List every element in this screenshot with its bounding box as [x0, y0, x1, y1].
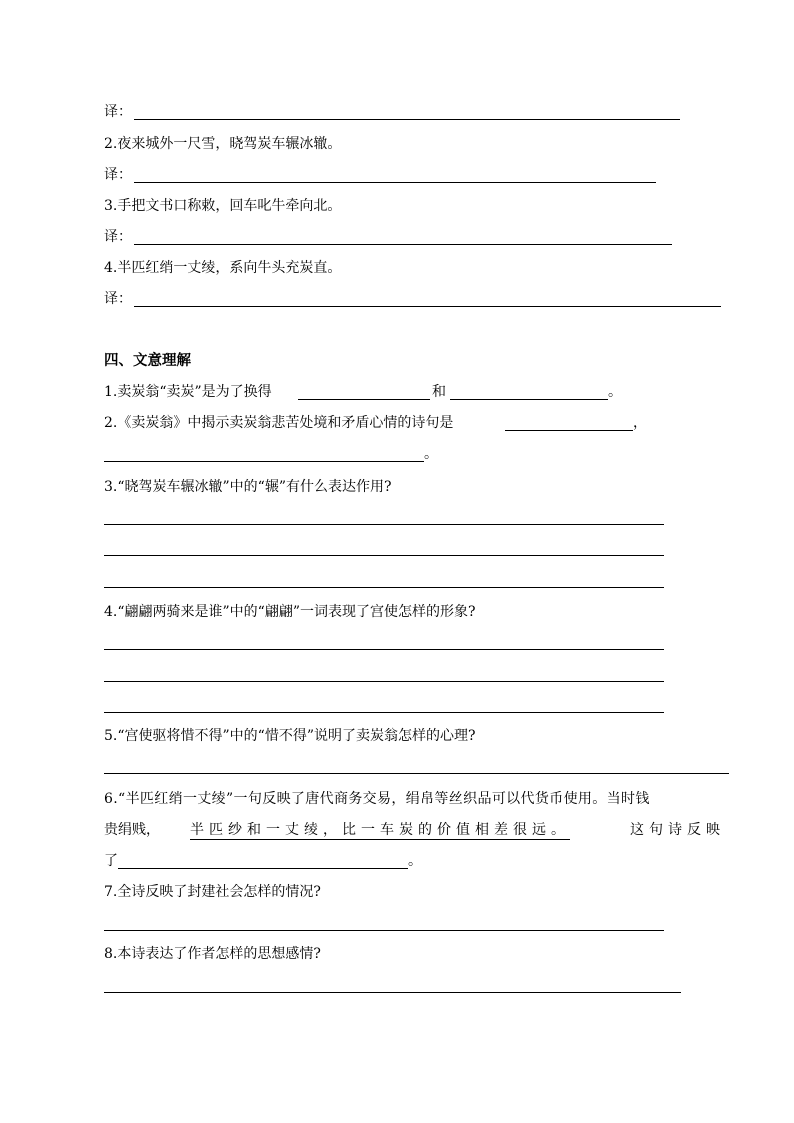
- question-2-comma: ，: [633, 415, 647, 431]
- question-6-line-2-post: 这句诗反映: [630, 822, 725, 838]
- translation-answer-line[interactable]: [134, 306, 721, 307]
- answer-line[interactable]: [104, 712, 664, 713]
- section-heading: 四、文意理解: [104, 353, 191, 369]
- question-2-end: 。: [424, 446, 438, 462]
- translation-answer-line[interactable]: [134, 182, 656, 183]
- answer-line[interactable]: [104, 773, 729, 774]
- poem-line-2: 2.夜来城外一尺雪，晓驾炭车辗冰辙。: [104, 136, 342, 152]
- question-5: 5.“宫使驱将惜不得”中的“惜不得”说明了卖炭翁怎样的心理?: [104, 728, 476, 744]
- poem-line-3: 3.手把文书口称敕，回车叱牛牵向北。: [104, 198, 342, 214]
- translation-answer-line[interactable]: [134, 244, 672, 245]
- question-1: 1.卖炭翁“卖炭”是为了换得: [104, 384, 272, 400]
- question-2: 2.《卖炭翁》中揭示卖炭翁悲苦处境和矛盾心情的诗句是: [104, 415, 454, 431]
- question-1-end: 。: [608, 384, 622, 400]
- translation-answer-line[interactable]: [134, 119, 680, 120]
- answer-line[interactable]: [104, 649, 664, 650]
- question-1-mid: 和: [432, 384, 446, 400]
- answer-line[interactable]: [104, 555, 664, 556]
- blank-6[interactable]: [118, 868, 408, 869]
- blank-2b[interactable]: [104, 461, 424, 462]
- answer-line[interactable]: [104, 681, 664, 682]
- translation-label: 译：: [104, 229, 132, 245]
- poem-line-4: 4.半匹红绡一丈绫，系向牛头充炭直。: [104, 260, 342, 276]
- question-3: 3.“晓驾炭车辗冰辙”中的“辗”有什么表达作用?: [104, 479, 392, 495]
- question-6-line-1: 6.“半匹红绡一丈绫”一句反映了唐代商务交易，绢帛等丝织品可以代货币使用。当时钱: [104, 791, 650, 807]
- blank-1a[interactable]: [298, 399, 430, 400]
- answer-line[interactable]: [104, 524, 664, 525]
- answer-line[interactable]: [104, 992, 681, 993]
- translation-label: 译：: [104, 104, 132, 120]
- question-7: 7.全诗反映了封建社会怎样的情况?: [104, 884, 321, 900]
- question-6-underlined: 半匹纱和一丈绫，比一车炭的价值相差很远。: [190, 822, 570, 838]
- translation-label: 译：: [104, 291, 132, 307]
- blank-2a[interactable]: [505, 430, 633, 431]
- question-6-line-2-pre: 贵绢贱，: [104, 822, 160, 838]
- question-4: 4.“翩翩两骑来是谁”中的“翩翩”一词表现了宫使怎样的形象?: [104, 604, 476, 620]
- blank-1b[interactable]: [450, 399, 608, 400]
- question-8: 8.本诗表达了作者怎样的思想感情?: [104, 946, 321, 962]
- answer-line[interactable]: [104, 587, 664, 588]
- question-6-line-3-pre: 了: [104, 853, 118, 869]
- answer-line[interactable]: [104, 930, 664, 931]
- question-6-end: 。: [408, 853, 422, 869]
- translation-label: 译：: [104, 167, 132, 183]
